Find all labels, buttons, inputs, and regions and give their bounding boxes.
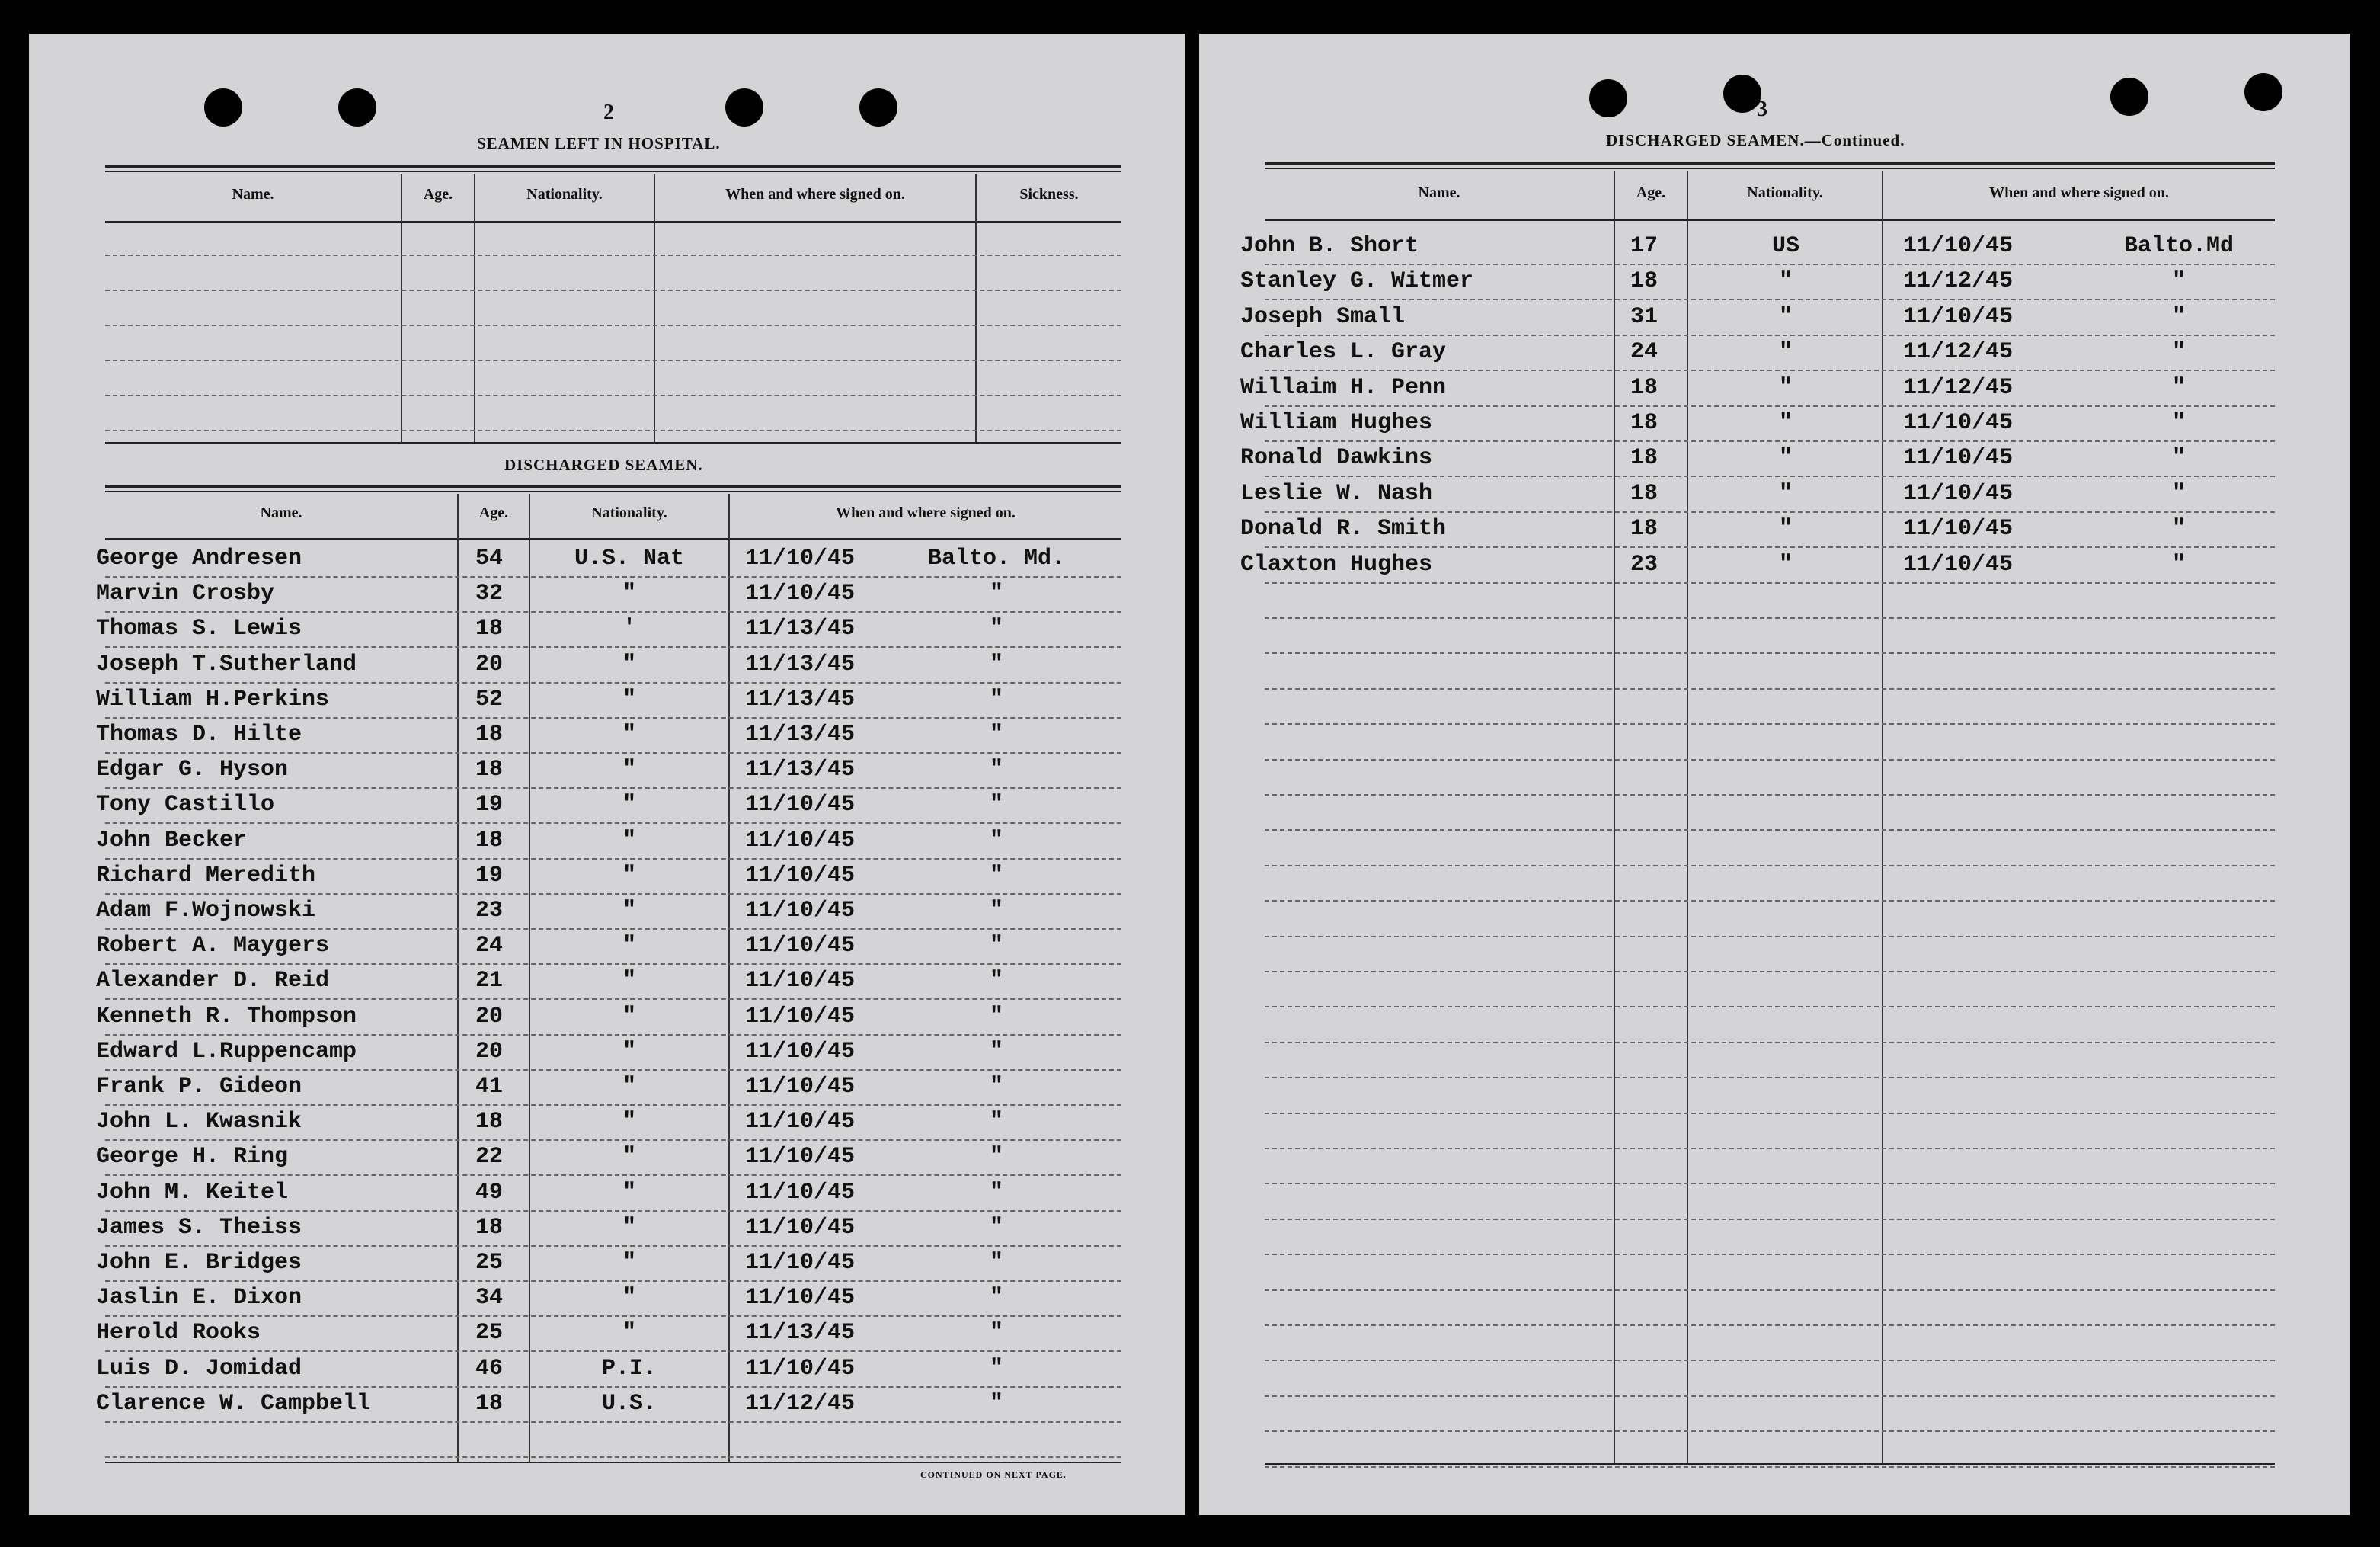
dotted-row-line xyxy=(105,430,1121,431)
seaman-nationality: " xyxy=(622,1285,636,1311)
signed-on-place: " xyxy=(2171,339,2186,365)
signed-on-date: 11/13/45 xyxy=(745,1320,856,1346)
signed-on-date: 11/10/45 xyxy=(745,1180,856,1206)
seaman-name: Luis D. Jomidad xyxy=(96,1356,302,1382)
signed-on-place: " xyxy=(989,1144,1003,1170)
dotted-row-line xyxy=(1265,1466,2275,1468)
column-divider xyxy=(654,174,655,442)
seaman-name: Robert A. Maygers xyxy=(96,933,330,959)
dotted-row-line xyxy=(105,1139,1121,1141)
signed-on-place: " xyxy=(989,687,1003,713)
seaman-nationality: " xyxy=(1778,375,1793,401)
signed-on-date: 11/10/45 xyxy=(1903,516,2014,542)
table-top-rule xyxy=(105,491,1121,492)
dotted-row-line xyxy=(1265,1148,2275,1149)
discharged-section-title: DISCHARGED SEAMEN. xyxy=(504,456,703,474)
hospital-header-sickness: Sickness. xyxy=(1019,186,1079,203)
signed-on-place: " xyxy=(2171,445,2186,471)
seaman-name: George Andresen xyxy=(96,546,302,572)
seaman-age: 19 xyxy=(475,863,504,889)
seaman-age: 18 xyxy=(1630,445,1659,471)
seaman-age: 24 xyxy=(1630,339,1659,365)
seaman-age: 23 xyxy=(475,898,504,924)
signed-on-date: 11/10/45 xyxy=(745,1144,856,1170)
seaman-name: Tony Castillo xyxy=(96,792,275,818)
dotted-row-line xyxy=(1265,1183,2275,1184)
dotted-row-line xyxy=(1265,264,2275,265)
right-header-nationality: Nationality. xyxy=(1747,184,1823,201)
seaman-nationality: " xyxy=(622,757,636,783)
signed-on-place: " xyxy=(989,616,1003,642)
dotted-row-line xyxy=(1265,299,2275,300)
signed-on-date: 11/10/45 xyxy=(745,898,856,924)
seaman-nationality: " xyxy=(622,652,636,677)
signed-on-place: Balto.Md xyxy=(2123,233,2234,259)
dotted-row-line xyxy=(105,822,1121,824)
column-divider xyxy=(1882,171,1883,1463)
seaman-nationality: ' xyxy=(622,616,636,642)
dotted-row-line xyxy=(105,1315,1121,1317)
signed-on-place: " xyxy=(989,828,1003,854)
signed-on-place: " xyxy=(989,898,1003,924)
seaman-age: 18 xyxy=(475,1215,504,1241)
seaman-nationality: " xyxy=(622,1144,636,1170)
signed-on-date: 11/12/45 xyxy=(1903,339,2014,365)
seaman-age: 22 xyxy=(475,1144,504,1170)
dotted-row-line xyxy=(1265,335,2275,336)
seaman-nationality: " xyxy=(622,1004,636,1030)
seaman-name: Frank P. Gideon xyxy=(96,1074,302,1100)
seaman-age: 18 xyxy=(475,1391,504,1417)
signed-on-place: " xyxy=(989,1250,1003,1276)
signed-on-date: 11/10/45 xyxy=(745,1004,856,1030)
signed-on-date: 11/10/45 xyxy=(1903,233,2014,259)
table-top-rule xyxy=(105,171,1121,172)
dotted-row-line xyxy=(1265,1219,2275,1220)
signed-on-date: 11/10/45 xyxy=(1903,410,2014,436)
signed-on-place: " xyxy=(989,722,1003,748)
seaman-nationality: " xyxy=(622,1180,636,1206)
dotted-row-line xyxy=(1265,1077,2275,1078)
seaman-nationality: " xyxy=(622,1215,636,1241)
punch-hole xyxy=(1589,79,1627,117)
dotted-row-line xyxy=(105,360,1121,361)
seaman-nationality: " xyxy=(622,581,636,607)
signed-on-place: " xyxy=(2171,410,2186,436)
seaman-nationality: " xyxy=(622,1074,636,1100)
table-top-rule xyxy=(1265,162,2275,165)
table-top-rule xyxy=(105,485,1121,488)
signed-on-place: " xyxy=(989,652,1003,677)
signed-on-place: " xyxy=(989,1391,1003,1417)
signed-on-place: " xyxy=(989,968,1003,994)
header-rule xyxy=(105,221,1121,223)
signed-on-date: 11/10/45 xyxy=(745,1039,856,1065)
dotted-row-line xyxy=(1265,1395,2275,1397)
signed-on-place: " xyxy=(989,792,1003,818)
column-divider xyxy=(975,174,977,442)
hospital-header-nationality: Nationality. xyxy=(526,186,603,203)
seaman-nationality: " xyxy=(622,722,636,748)
seaman-name: Leslie W. Nash xyxy=(1240,481,1433,507)
signed-on-place: " xyxy=(989,1180,1003,1206)
signed-on-place: " xyxy=(2171,304,2186,330)
seaman-name: John E. Bridges xyxy=(96,1250,302,1276)
signed-on-date: 11/10/45 xyxy=(745,828,856,854)
right-page xyxy=(1199,34,2350,1515)
signed-on-place: " xyxy=(989,933,1003,959)
signed-on-date: 11/12/45 xyxy=(1903,268,2014,294)
seaman-name: Willaim H. Penn xyxy=(1240,375,1447,401)
seaman-name: Stanley G. Witmer xyxy=(1240,268,1474,294)
seaman-name: Richard Meredith xyxy=(96,863,316,889)
seaman-age: 52 xyxy=(475,687,504,713)
seaman-name: Donald R. Smith xyxy=(1240,516,1447,542)
signed-on-date: 11/13/45 xyxy=(745,616,856,642)
hospital-header-signed-on: When and where signed on. xyxy=(725,186,905,203)
dotted-row-line xyxy=(105,963,1121,965)
seaman-age: 20 xyxy=(475,1004,504,1030)
dotted-row-line xyxy=(1265,370,2275,371)
seaman-name: John B. Short xyxy=(1240,233,1419,259)
seaman-name: Clarence W. Campbell xyxy=(96,1391,371,1417)
dotted-row-line xyxy=(1265,1006,2275,1007)
column-divider xyxy=(1614,171,1615,1463)
signed-on-date: 11/10/45 xyxy=(745,1215,856,1241)
continued-note: CONTINUED ON NEXT PAGE. xyxy=(920,1469,1067,1480)
seaman-name: John Becker xyxy=(96,828,248,854)
seaman-age: 31 xyxy=(1630,304,1659,330)
dotted-row-line xyxy=(1265,1289,2275,1291)
header-rule xyxy=(1265,219,2275,221)
seaman-age: 25 xyxy=(475,1250,504,1276)
dotted-row-line xyxy=(105,611,1121,613)
seaman-name: Herold Rooks xyxy=(96,1320,261,1346)
dotted-row-line xyxy=(1265,1324,2275,1326)
seaman-name: Ronald Dawkins xyxy=(1240,445,1433,471)
seaman-age: 18 xyxy=(475,722,504,748)
discharged-continued-title: DISCHARGED SEAMEN.—Continued. xyxy=(1606,131,1905,149)
dotted-row-line xyxy=(105,893,1121,895)
hospital-bottom-rule xyxy=(105,442,1121,444)
signed-on-date: 11/10/45 xyxy=(745,968,856,994)
seaman-nationality: P.I. xyxy=(601,1356,657,1382)
dotted-row-line xyxy=(105,1280,1121,1282)
header-rule xyxy=(105,538,1121,540)
signed-on-date: 11/13/45 xyxy=(745,722,856,748)
dotted-row-line xyxy=(105,1034,1121,1036)
punch-hole xyxy=(1723,75,1761,113)
seaman-nationality: " xyxy=(622,687,636,713)
signed-on-date: 11/10/45 xyxy=(745,1109,856,1135)
seaman-name: John M. Keitel xyxy=(96,1180,289,1206)
signed-on-place: " xyxy=(2171,516,2186,542)
seaman-name: George H. Ring xyxy=(96,1144,289,1170)
seaman-name: Joseph T.Sutherland xyxy=(96,652,357,677)
signed-on-date: 11/10/45 xyxy=(745,546,856,572)
seaman-name: Alexander D. Reid xyxy=(96,968,330,994)
seaman-age: 17 xyxy=(1630,233,1659,259)
signed-on-date: 11/13/45 xyxy=(745,652,856,677)
seaman-nationality: " xyxy=(622,1250,636,1276)
discharged-header-signed-on: When and where signed on. xyxy=(836,504,1016,521)
seaman-name: Thomas S. Lewis xyxy=(96,616,302,642)
dotted-row-line xyxy=(1265,1254,2275,1255)
seaman-age: 21 xyxy=(475,968,504,994)
dotted-row-line xyxy=(1265,723,2275,725)
seaman-nationality: " xyxy=(1778,268,1793,294)
signed-on-date: 11/10/45 xyxy=(745,792,856,818)
punch-hole xyxy=(338,88,376,127)
seaman-age: 18 xyxy=(1630,410,1659,436)
signed-on-date: 11/10/45 xyxy=(1903,552,2014,578)
dotted-row-line xyxy=(105,325,1121,326)
dotted-row-line xyxy=(1265,936,2275,937)
seaman-name: Joseph Small xyxy=(1240,304,1406,330)
seaman-age: 23 xyxy=(1630,552,1659,578)
signed-on-date: 11/10/45 xyxy=(745,863,856,889)
seaman-nationality: " xyxy=(1778,410,1793,436)
table-bottom-rule xyxy=(1265,1463,2275,1465)
seaman-name: John L. Kwasnik xyxy=(96,1109,302,1135)
dotted-row-line xyxy=(1265,1113,2275,1114)
dotted-row-line xyxy=(1265,405,2275,407)
seaman-age: 46 xyxy=(475,1356,504,1382)
seaman-nationality: U.S. Nat xyxy=(574,546,685,572)
signed-on-place: " xyxy=(2171,481,2186,507)
seaman-nationality: " xyxy=(1778,445,1793,471)
dotted-row-line xyxy=(105,1210,1121,1212)
left-page xyxy=(29,34,1185,1515)
dotted-row-line xyxy=(105,1456,1121,1458)
seaman-age: 41 xyxy=(475,1074,504,1100)
signed-on-date: 11/10/45 xyxy=(745,1250,856,1276)
signed-on-date: 11/13/45 xyxy=(745,687,856,713)
seaman-nationality: " xyxy=(622,1109,636,1135)
punch-hole xyxy=(204,88,242,127)
punch-hole xyxy=(725,88,763,127)
right-header-signed-on: When and where signed on. xyxy=(1989,184,2169,201)
seaman-age: 18 xyxy=(1630,516,1659,542)
seaman-nationality: " xyxy=(1778,481,1793,507)
punch-hole xyxy=(859,88,897,127)
dotted-row-line xyxy=(105,576,1121,578)
page-number: 2 xyxy=(603,101,614,124)
seaman-name: Jaslin E. Dixon xyxy=(96,1285,302,1311)
signed-on-date: 11/10/45 xyxy=(1903,445,2014,471)
dotted-row-line xyxy=(1265,617,2275,619)
dotted-row-line xyxy=(1265,1430,2275,1432)
dotted-row-line xyxy=(1265,971,2275,972)
dotted-row-line xyxy=(1265,688,2275,690)
discharged-header-name: Name. xyxy=(260,504,302,521)
dotted-row-line xyxy=(105,858,1121,860)
seaman-nationality: " xyxy=(622,1320,636,1346)
dotted-row-line xyxy=(1265,794,2275,796)
seaman-age: 20 xyxy=(475,1039,504,1065)
signed-on-place: " xyxy=(2171,375,2186,401)
dotted-row-line xyxy=(1265,652,2275,654)
seaman-nationality: " xyxy=(1778,304,1793,330)
dotted-row-line xyxy=(105,787,1121,789)
seaman-name: Charles L. Gray xyxy=(1240,339,1447,365)
dotted-row-line xyxy=(105,998,1121,1000)
dotted-row-line xyxy=(105,290,1121,291)
signed-on-place: " xyxy=(989,1285,1003,1311)
signed-on-date: 11/10/45 xyxy=(1903,481,2014,507)
discharged-header-age: Age. xyxy=(478,504,509,521)
signed-on-place: " xyxy=(989,863,1003,889)
dotted-row-line xyxy=(1265,582,2275,584)
signed-on-place: " xyxy=(989,1004,1003,1030)
dotted-row-line xyxy=(105,1245,1121,1247)
page-number: 3 xyxy=(1757,98,1767,121)
column-divider xyxy=(401,174,402,442)
seaman-name: Claxton Hughes xyxy=(1240,552,1433,578)
dotted-row-line xyxy=(105,1386,1121,1388)
signed-on-date: 11/10/45 xyxy=(745,1074,856,1100)
dotted-row-line xyxy=(1265,759,2275,761)
column-divider xyxy=(474,174,475,442)
seaman-nationality: " xyxy=(622,863,636,889)
seaman-age: 34 xyxy=(475,1285,504,1311)
dotted-row-line xyxy=(105,752,1121,754)
seaman-age: 54 xyxy=(475,546,504,572)
seaman-name: Marvin Crosby xyxy=(96,581,275,607)
signed-on-place: " xyxy=(989,757,1003,783)
seaman-name: Adam F.Wojnowski xyxy=(96,898,316,924)
seaman-age: 20 xyxy=(475,652,504,677)
dotted-row-line xyxy=(1265,546,2275,548)
seaman-age: 18 xyxy=(1630,375,1659,401)
signed-on-place: " xyxy=(989,1320,1003,1346)
dotted-row-line xyxy=(1265,440,2275,442)
right-header-name: Name. xyxy=(1418,184,1460,201)
seaman-age: 18 xyxy=(475,1109,504,1135)
seaman-nationality: US xyxy=(1771,233,1799,259)
seaman-name: Edgar G. Hyson xyxy=(96,757,289,783)
signed-on-date: 11/10/45 xyxy=(745,581,856,607)
seaman-age: 18 xyxy=(1630,481,1659,507)
seaman-age: 18 xyxy=(1630,268,1659,294)
seaman-name: Edward L.Ruppencamp xyxy=(96,1039,357,1065)
seaman-age: 24 xyxy=(475,933,504,959)
dotted-row-line xyxy=(105,1350,1121,1352)
dotted-row-line xyxy=(105,255,1121,256)
seaman-age: 18 xyxy=(475,757,504,783)
seaman-age: 49 xyxy=(475,1180,504,1206)
seaman-age: 19 xyxy=(475,792,504,818)
signed-on-date: 11/10/45 xyxy=(745,1356,856,1382)
seaman-nationality: " xyxy=(622,792,636,818)
seaman-age: 18 xyxy=(475,828,504,854)
punch-hole xyxy=(2244,73,2282,111)
seaman-nationality: " xyxy=(622,1039,636,1065)
discharged-header-nationality: Nationality. xyxy=(591,504,667,521)
dotted-row-line xyxy=(105,1174,1121,1176)
signed-on-date: 11/12/45 xyxy=(1903,375,2014,401)
signed-on-date: 11/10/45 xyxy=(745,933,856,959)
seaman-name: James S. Theiss xyxy=(96,1215,302,1241)
signed-on-place: Balto. Md. xyxy=(927,546,1066,572)
seaman-age: 18 xyxy=(475,616,504,642)
dotted-row-line xyxy=(1265,1360,2275,1361)
signed-on-place: " xyxy=(989,1356,1003,1382)
signed-on-place: " xyxy=(989,581,1003,607)
seaman-nationality: " xyxy=(1778,516,1793,542)
column-divider xyxy=(1687,171,1688,1463)
dotted-row-line xyxy=(105,682,1121,684)
signed-on-place: " xyxy=(989,1039,1003,1065)
dotted-row-line xyxy=(105,1104,1121,1106)
seaman-nationality: " xyxy=(1778,552,1793,578)
hospital-header-age: Age. xyxy=(423,186,453,203)
dotted-row-line xyxy=(1265,476,2275,477)
seaman-nationality: " xyxy=(622,828,636,854)
table-top-rule xyxy=(105,165,1121,168)
dotted-row-line xyxy=(1265,900,2275,902)
seaman-age: 32 xyxy=(475,581,504,607)
dotted-row-line xyxy=(105,717,1121,719)
hospital-section-title: SEAMEN LEFT IN HOSPITAL. xyxy=(477,134,721,152)
dotted-row-line xyxy=(1265,1042,2275,1043)
seaman-name: Thomas D. Hilte xyxy=(96,722,302,748)
hospital-header-name: Name. xyxy=(232,186,274,203)
dotted-row-line xyxy=(105,928,1121,930)
table-top-rule xyxy=(1265,168,2275,169)
table-bottom-rule xyxy=(105,1462,1121,1463)
signed-on-place: " xyxy=(989,1215,1003,1241)
punch-hole xyxy=(2110,78,2148,116)
signed-on-date: 11/10/45 xyxy=(1903,304,2014,330)
right-header-age: Age. xyxy=(1636,184,1666,201)
dotted-row-line xyxy=(1265,829,2275,831)
signed-on-date: 11/12/45 xyxy=(745,1391,856,1417)
signed-on-date: 11/13/45 xyxy=(745,757,856,783)
dotted-row-line xyxy=(105,395,1121,396)
signed-on-place: " xyxy=(2171,268,2186,294)
seaman-name: Kenneth R. Thompson xyxy=(96,1004,357,1030)
dotted-row-line xyxy=(1265,511,2275,513)
signed-on-place: " xyxy=(2171,552,2186,578)
seaman-name: William Hughes xyxy=(1240,410,1433,436)
dotted-row-line xyxy=(105,646,1121,648)
seaman-nationality: U.S. xyxy=(601,1391,657,1417)
seaman-nationality: " xyxy=(622,968,636,994)
seaman-nationality: " xyxy=(622,898,636,924)
seaman-nationality: " xyxy=(1778,339,1793,365)
seaman-nationality: " xyxy=(622,933,636,959)
seaman-name: William H.Perkins xyxy=(96,687,330,713)
dotted-row-line xyxy=(1265,865,2275,866)
signed-on-date: 11/10/45 xyxy=(745,1285,856,1311)
dotted-row-line xyxy=(105,1069,1121,1071)
seaman-age: 25 xyxy=(475,1320,504,1346)
dotted-row-line xyxy=(105,1421,1121,1423)
signed-on-place: " xyxy=(989,1074,1003,1100)
signed-on-place: " xyxy=(989,1109,1003,1135)
